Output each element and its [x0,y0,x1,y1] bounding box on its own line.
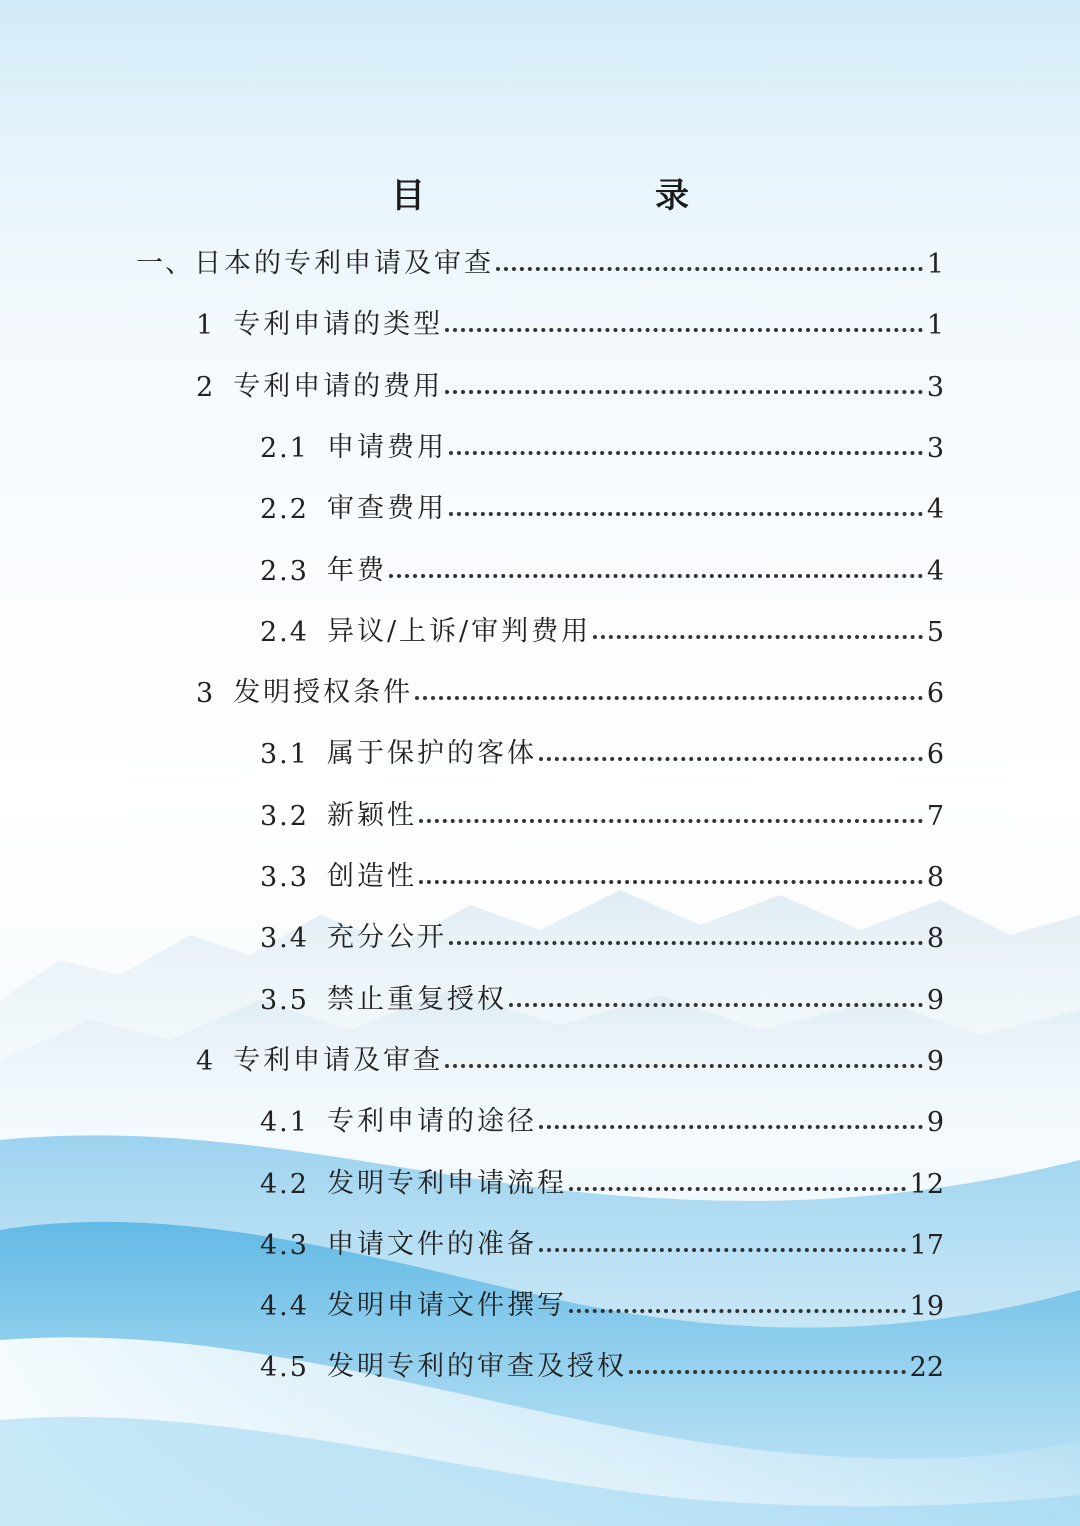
toc-entry-page: 9 [926,984,944,1016]
toc-dot-leader [569,1187,906,1191]
toc-dot-leader [389,574,923,578]
toc-entry-page: 8 [926,862,944,893]
toc-entry-number: 4.3 [260,1229,309,1261]
toc-entry[interactable] [260,608,944,648]
toc-dot-leader [445,1064,923,1068]
toc-entry-page: 4 [926,555,944,587]
toc-dot-leader [509,1003,923,1007]
toc-entry[interactable] [260,424,944,464]
toc-entry-number: 2 [196,371,216,403]
page-title: 目 录 [391,176,743,216]
toc-entry[interactable] [196,363,944,403]
toc-entry[interactable] [260,1343,944,1383]
toc-entry[interactable] [260,792,944,832]
toc-entry-label: 发明专利申请流程 [326,1167,567,1199]
toc-entry-label: 专利申请及审查 [233,1044,444,1076]
toc-dot-leader [539,1125,923,1129]
toc-entry-label: 发明授权条件 [233,677,414,709]
toc-entry-label: 创造性 [326,861,417,892]
toc-dot-leader [569,1309,906,1313]
toc-dot-leader [445,390,923,394]
toc-entry[interactable] [260,976,944,1016]
toc-entry[interactable] [260,1160,944,1200]
toc-entry-label: 异议/上诉/审判费用 [326,615,592,647]
toc-dot-leader [419,819,923,823]
toc-entry-label: 申请文件的准备 [326,1228,537,1260]
toc-entry-number: 3 [196,678,216,710]
toc-entry-label: 发明申请文件撰写 [326,1290,567,1322]
toc-entry[interactable] [260,914,944,954]
toc-entry-page: 6 [926,678,944,710]
toc-entry-label: 新颖性 [326,799,417,831]
toc-entry-page: 4 [926,494,944,526]
toc-entry-page: 1 [926,249,944,280]
toc-entry[interactable] [260,1098,944,1138]
toc-entry-number: 3.2 [260,800,309,832]
toc-entry-page: 9 [926,1045,944,1077]
toc-entry-number: 3.5 [260,984,309,1016]
toc-entry-label: 禁止重复授权 [326,983,507,1015]
toc-entry-number: 4 [196,1045,216,1077]
toc-entry-number: 2.1 [260,432,309,464]
toc-entry-page: 9 [926,1107,944,1139]
toc-dot-leader [415,696,923,700]
toc-entry-number: 4.2 [260,1168,309,1200]
toc-entry-label: 专利申请的类型 [233,309,444,341]
toc-entry[interactable] [260,485,944,525]
toc-entry[interactable] [196,1037,944,1077]
toc-dot-leader [539,1248,906,1252]
toc-entry-page: 7 [926,800,944,832]
toc-entry-label: 专利申请的费用 [233,370,444,402]
toc-entry-number: 3.4 [260,923,309,955]
toc-entry[interactable] [260,730,944,770]
toc-entry-number: 2.3 [260,555,309,587]
toc-entry-label: 属于保护的客体 [326,738,537,770]
toc-entry-page: 22 [909,1352,944,1384]
toc-entry[interactable] [196,669,944,709]
toc-entry-number: 3.1 [260,739,309,771]
toc-entry-page: 17 [909,1229,944,1261]
toc-dot-leader [449,941,923,945]
toc-entry-page: 3 [926,432,944,464]
toc-entry-label: 发明专利的审查及授权 [326,1351,627,1383]
toc-entry-number: 1 [196,310,216,342]
toc-entry-page: 5 [926,616,944,648]
toc-entry-page: 1 [926,310,944,342]
toc-dot-leader [539,757,923,761]
toc-dot-leader [449,512,923,516]
toc-entry[interactable] [136,240,944,280]
toc-entry-number: 4.4 [260,1291,309,1323]
toc-dot-leader [496,267,923,271]
toc-entry-page: 6 [926,739,944,771]
toc-entry-number: 2.2 [260,494,309,526]
toc-entry-number: 3.3 [260,862,309,893]
toc-entry[interactable] [196,301,944,341]
toc-entry[interactable] [260,1282,944,1322]
toc-entry-label: 日本的专利申请及审查 [194,248,494,279]
toc-entry-page: 8 [926,923,944,955]
toc-entry-page: 3 [926,371,944,403]
toc-entry-number: 4.5 [260,1352,309,1384]
toc-entry[interactable] [260,1221,944,1261]
toc-entry[interactable] [260,547,944,587]
toc-dot-leader [593,635,923,639]
toc-entry-page: 19 [909,1291,944,1323]
toc-dot-leader [629,1370,906,1374]
toc-entry-label: 专利申请的途径 [326,1106,537,1138]
toc-entry-label: 申请费用 [326,431,447,463]
toc-dot-leader [449,451,923,455]
toc-entry-label: 充分公开 [326,922,447,954]
toc-entry-page: 12 [909,1168,944,1200]
toc-entry-label: 年费 [326,554,387,586]
toc-entry-number: 2.4 [260,616,309,648]
toc-dot-leader [445,328,923,332]
toc-entry-label: 审查费用 [326,493,447,525]
toc-entry[interactable] [260,853,944,893]
toc-entry-number: 4.1 [260,1107,309,1139]
toc-entry-number: 一、 [136,248,194,279]
toc-dot-leader [419,880,923,884]
